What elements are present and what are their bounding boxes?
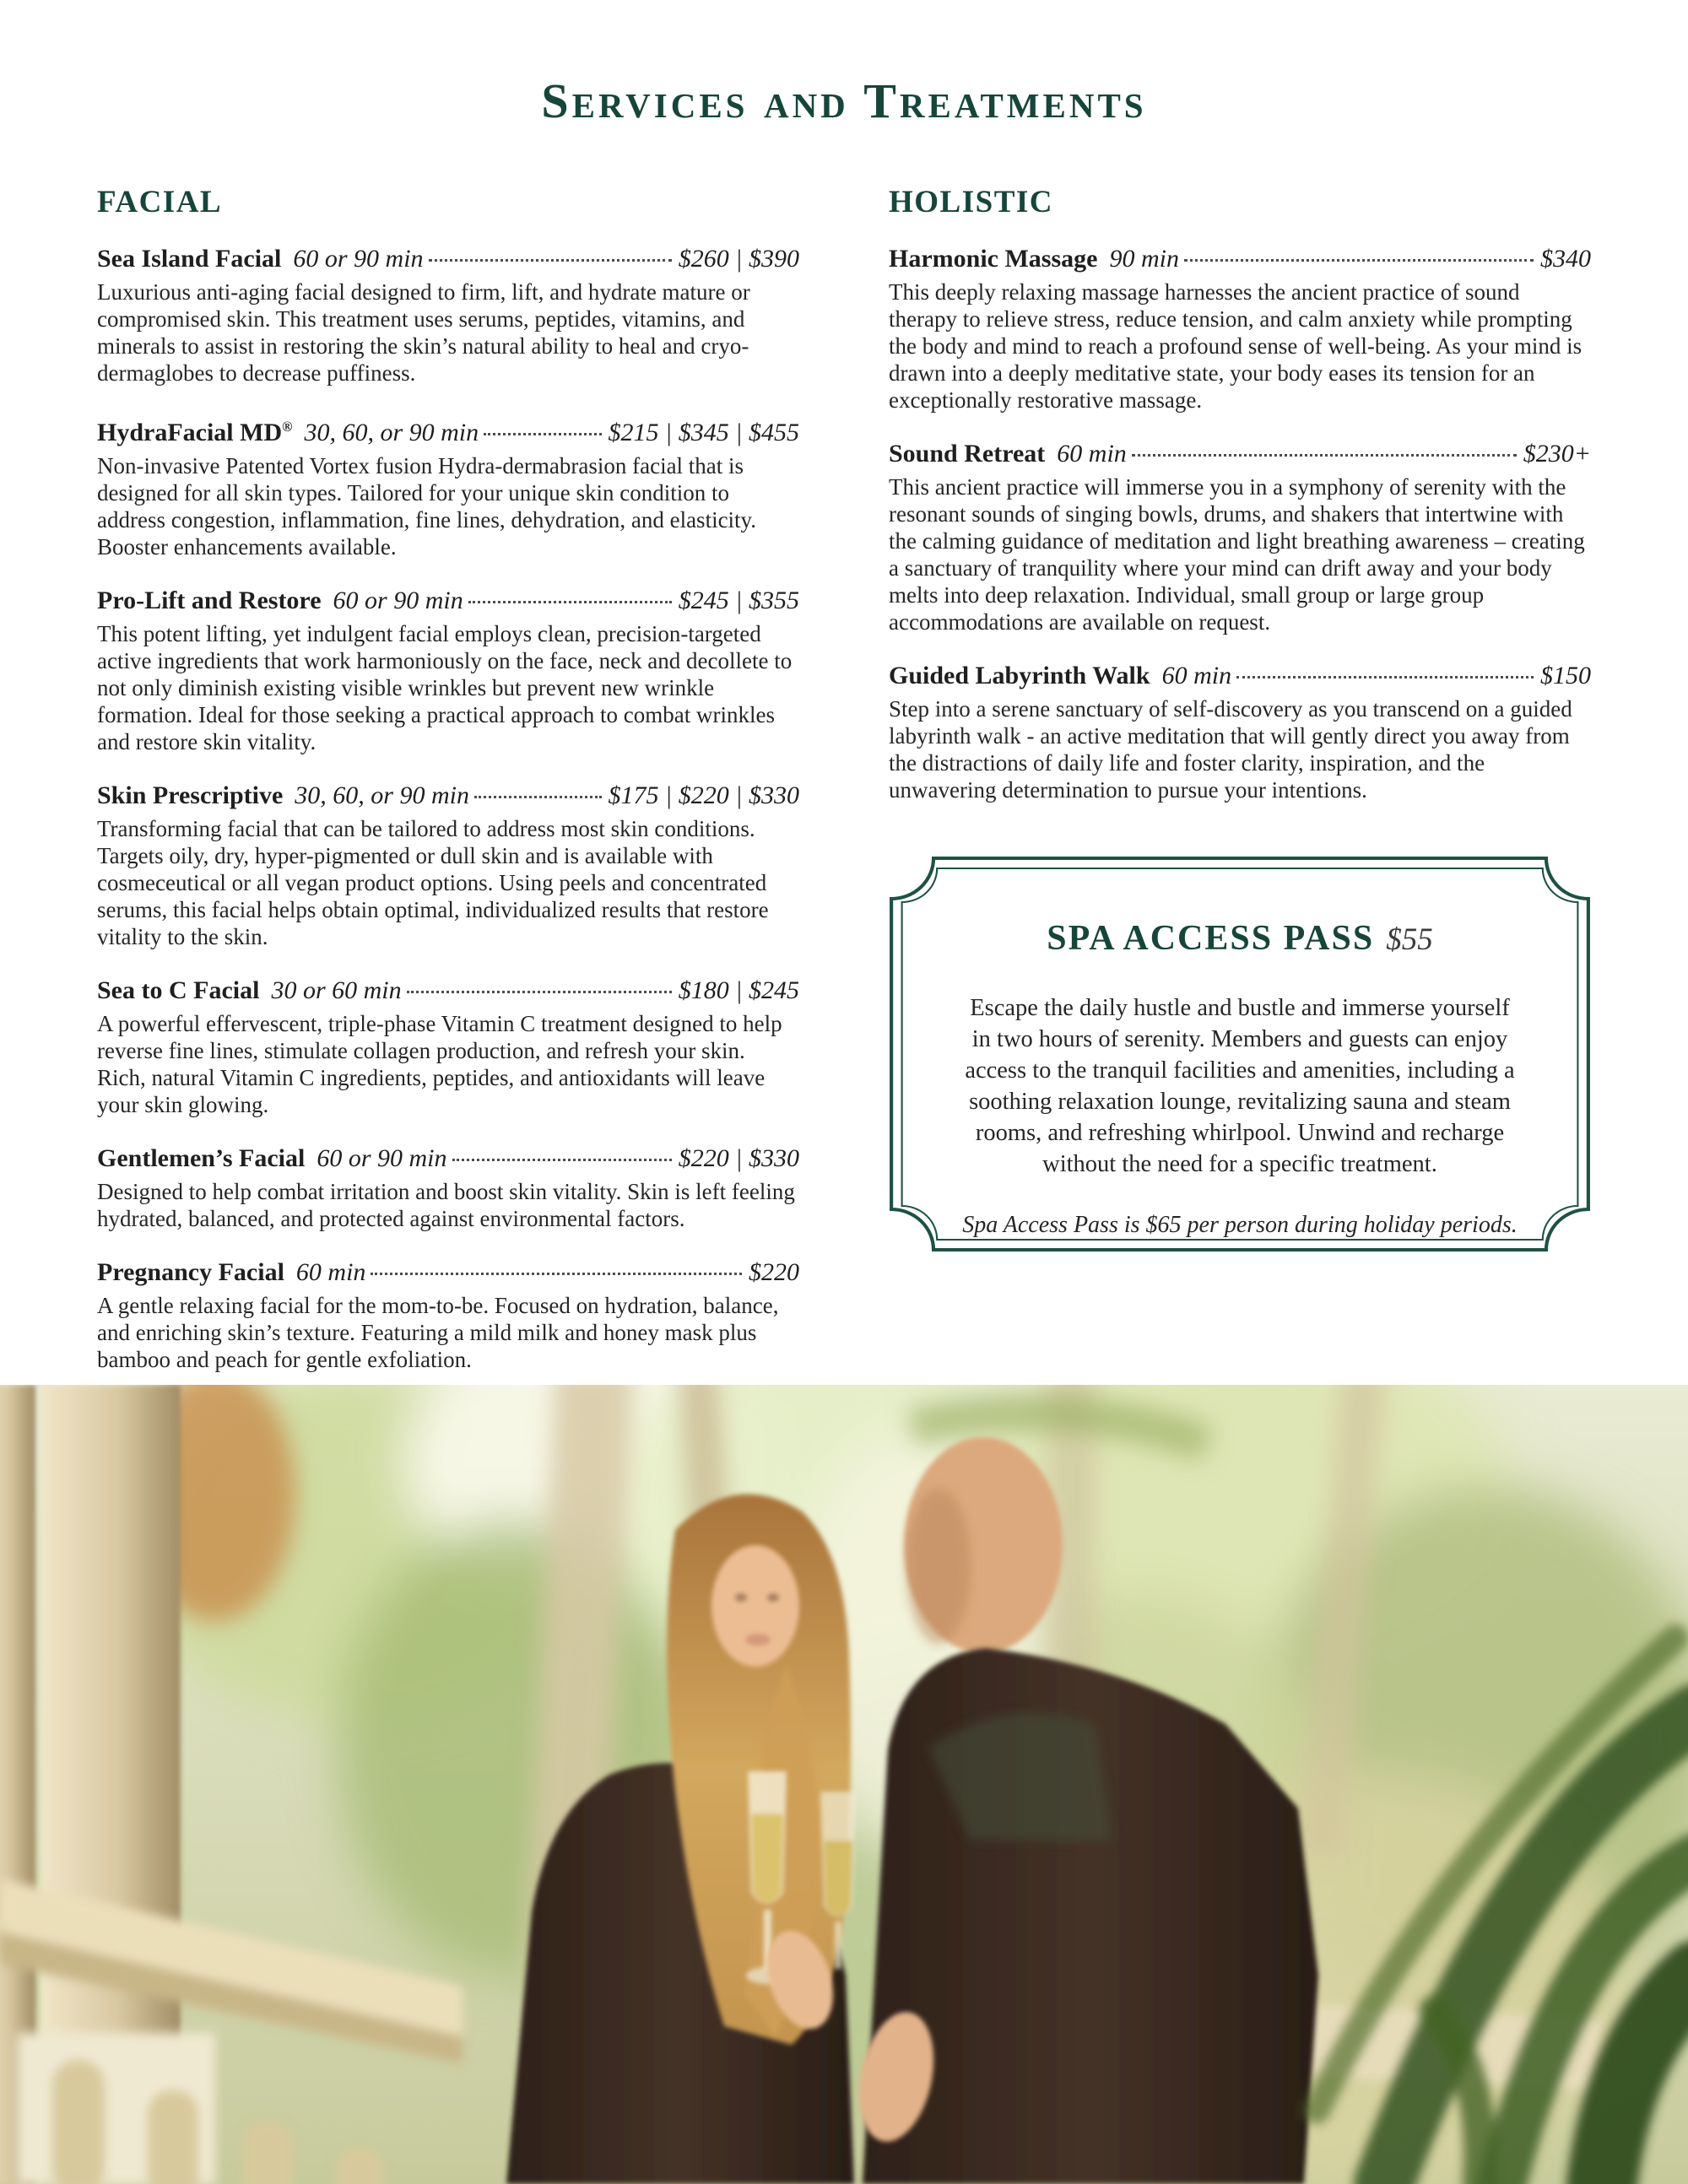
service-item-holistic-2: [889, 661, 1591, 803]
service-duration: 60 or 90 min: [333, 587, 463, 614]
spa-access-pass-box: [889, 856, 1591, 1252]
service-item-facial-3: [97, 781, 799, 950]
service-item-facial-6: [97, 1257, 799, 1373]
service-item-facial-4: [97, 976, 799, 1118]
service-title-line: [97, 976, 799, 1006]
dotted-leader: [1132, 454, 1517, 457]
service-item-holistic-0: [889, 244, 1591, 414]
service-duration: 60 min: [1161, 662, 1232, 689]
service-duration: 30, 60, or 90 min: [304, 419, 479, 446]
service-duration: 30, 60, or 90 min: [295, 781, 469, 809]
spa-photo-illustration: [0, 1385, 1688, 2184]
service-price: $215 | $345 | $455: [608, 419, 799, 446]
service-title-line: [97, 244, 799, 274]
registered-mark: ®: [282, 419, 293, 435]
dotted-leader: [1184, 259, 1534, 262]
service-duration: 30 or 60 min: [271, 976, 402, 1004]
spa-pass-price: $55: [1386, 922, 1433, 957]
service-name: Sea to C Facial: [97, 976, 260, 1004]
service-description: Step into a serene sanctuary of self-discovery as you transcend on a guided labyrinth walk - an active meditation that will gently direct you away from the distractions of daily life and foster clarity, inspiration, and the unwavering determination to pursue your intentions.: [889, 696, 1572, 803]
decorative-frame: [889, 856, 1591, 1252]
service-price: $340: [1540, 245, 1591, 273]
service-description: Non-invasive Patented Vortex fusion Hydra-dermabrasion facial that is designed for all skin types. Tailored for your unique skin condition to address congestion, inflammation, fine lines, dehydration, and elasticity. Booster enhancements available.: [97, 453, 757, 560]
service-description: A gentle relaxing facial for the mom-to-be. Focused on hydration, balance, and enriching skin’s texture. Featuring a mild milk and honey mask plus bamboo and peach for gentle exfoliation.: [97, 1293, 779, 1372]
service-item-facial-1: [97, 412, 799, 560]
section-title-holistic: HOLISTIC: [889, 185, 1054, 219]
service-price: $245 | $355: [678, 587, 799, 614]
section-holistic: [889, 184, 1591, 1398]
service-description: This ancient practice will immerse you in a symphony of serenity with the resonant sounds of singing bowls, drums, and shakers that intertwine with the calming guidance of meditation and light breathing awareness – creating a sanctuary of tranquility where your mind can drift away and your body melts into deep relaxation. Individual, small group or large group accommodations are available on request.: [889, 474, 1585, 635]
spa-pass-title: SPA ACCESS PASS: [1047, 919, 1375, 958]
service-description: A powerful effervescent, triple-phase Vitamin C treatment designed to help reverse fine lines, stimulate collagen production, and refresh your skin. Rich, natural Vitamin C ingredients, peptides, and antioxidants will leave your skin glowing.: [97, 1011, 782, 1117]
service-name: Skin Prescriptive: [97, 781, 284, 809]
dotted-leader: [1236, 676, 1534, 678]
service-name: Guided Labyrinth Walk: [889, 662, 1150, 689]
section-title-facial: FACIAL: [97, 185, 223, 219]
section-facial: [97, 184, 799, 1398]
service-price: $175 | $220 | $330: [608, 781, 799, 809]
holistic-items: [889, 244, 1591, 803]
service-description: This deeply relaxing massage harnesses the ancient practice of sound therapy to relieve stress, reduce tension, and calm anxiety while prompting the body and mind to reach a profound sense of well-being. As your mind is drawn into a deeply meditative state, your body eases its tension for an exceptionally restorative massage.: [889, 279, 1582, 413]
service-title-line: [97, 586, 799, 616]
service-item-facial-5: [97, 1143, 799, 1232]
service-duration: 60 min: [1057, 440, 1127, 468]
dotted-leader: [371, 1273, 742, 1275]
service-price: $230+: [1523, 440, 1591, 468]
service-description: Luxurious anti-aging facial designed to firm, lift, and hydrate mature or compromised skin. This treatment uses serums, peptides, vitamins, and minerals to assist in restoring the skin’s natural ability to heal and cryo-dermaglobes to decrease puffiness.: [97, 279, 750, 386]
dotted-leader: [474, 796, 602, 798]
service-title-line: [97, 1143, 799, 1174]
dotted-leader: [468, 601, 672, 603]
spa-pass-description: Escape the daily hustle and bustle and immerse yourself in two hours of serenity. Members and guests can enjoy access to the tranquil facilities and amenities, including a soothing relaxation lounge, revitalizing sauna and steam rooms, and refreshing whirlpool. Unwind and recharge without the need for a specific treatment.: [965, 995, 1515, 1177]
service-price: $220 | $330: [678, 1144, 799, 1172]
service-name: Pro-Lift and Restore: [97, 587, 322, 614]
page-title: Services and Treatments: [541, 73, 1147, 128]
spa-photo: [0, 1385, 1688, 2184]
dotted-leader: [452, 1159, 672, 1161]
service-title-line: [889, 244, 1591, 274]
service-duration: 60 or 90 min: [293, 245, 424, 273]
spa-pass-holiday-note: Spa Access Pass is $65 per person during holiday periods.: [962, 1212, 1518, 1238]
service-description: Designed to help combat irritation and boost skin vitality. Skin is left feeling hydrated, balanced, and protected against environmental factors.: [97, 1179, 795, 1231]
service-price: $260 | $390: [678, 245, 799, 273]
service-duration: 60 min: [295, 1258, 366, 1286]
service-name: Gentlemen’s Facial: [97, 1144, 306, 1172]
service-description: This potent lifting, yet indulgent facial employs clean, precision-targeted active ingredients that work harmoniously on the face, neck and decollete to not only diminish existing visible wrinkles but prevent new wrinkle formation. Ideal for those seeking a practical approach to combat wrinkles and restore skin vitality.: [97, 621, 793, 754]
service-name: Sea Island Facial: [97, 245, 282, 273]
service-price: $220: [749, 1258, 799, 1286]
service-duration: 60 or 90 min: [316, 1144, 447, 1172]
service-price: $150: [1540, 662, 1591, 689]
service-title-line: [889, 439, 1591, 469]
service-title-line: [97, 1257, 799, 1288]
menu-columns: [97, 184, 1591, 1398]
service-description: Transforming facial that can be tailored to address most skin conditions. Targets oily, dry, hyper-pigmented or dull skin and is available with cosmeceutical or all vegan product options. Using peels and concentrated serums, this facial helps obtain optimal, individualized results that restore vitality to the skin.: [97, 816, 769, 949]
service-name: Harmonic Massage: [889, 245, 1098, 273]
service-title-line: [97, 412, 799, 448]
service-price: $180 | $245: [678, 976, 799, 1004]
service-name: Pregnancy Facial: [97, 1258, 284, 1286]
service-item-holistic-1: [889, 439, 1591, 635]
dotted-leader: [484, 433, 601, 435]
service-duration: 90 min: [1109, 245, 1179, 273]
dotted-leader: [429, 259, 672, 262]
service-item-facial-2: [97, 586, 799, 755]
service-title-line: [97, 781, 799, 811]
facial-items: [97, 244, 799, 1373]
dotted-leader: [407, 991, 672, 993]
service-item-facial-0: [97, 244, 799, 387]
service-name: Sound Retreat: [889, 440, 1046, 468]
service-name: HydraFacial MD®: [97, 419, 293, 446]
service-title-line: [889, 661, 1591, 691]
